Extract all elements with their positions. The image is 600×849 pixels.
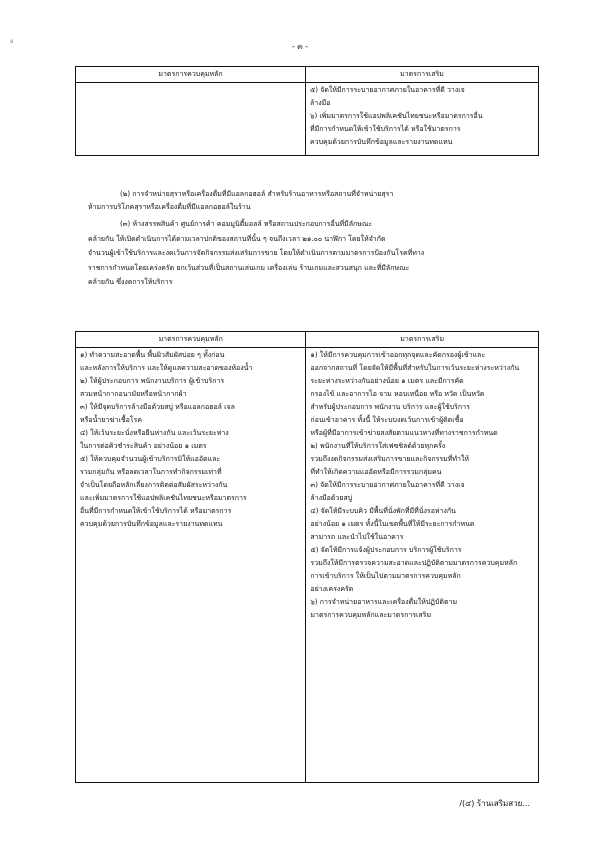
table2-left-line: และเพิ่มมาตรการใช้แอปพลิเคชันไทยชนะหรือมาตรการ — [80, 494, 247, 502]
paragraph-line: จำนวนผู้เข้าใช้บริการและงดเว้นการจัดกิจกรรมส่งเสริมการขาย โดยให้ดำเนินการตามมาตรการป้องกันโรคที่ทาง — [88, 249, 425, 257]
table2-left-line: หรือน้ำยาฆ่าเชื้อโรค — [80, 416, 143, 424]
table2-right-line: ล้างมือด้วยสบู่ — [310, 494, 353, 502]
table1-right-line: ที่มีการกำหนดให้เข้าใช้บริการได้ หรือใช้มาตรการ — [310, 125, 461, 133]
table2-right-line: ๑) ให้มีการควบคุมการเข้าออกทุกจุดและคัดกรองผู้เข้าและ — [310, 351, 486, 359]
table2-left-line: อื่นที่มีการกำหนดให้เข้าใช้บริการได้ หรือมาตรการ — [80, 507, 232, 515]
table2-right-line: การเข้าบริการ ให้เป็นไปตามมาตรการควบคุมหลัก — [310, 572, 461, 580]
table2-left-line: จำเป็นโดยถือหลักเลี่ยงการติดต่อสัมผัสระหว่างกัน — [80, 481, 228, 489]
table2-right-line: มาตรการควบคุมหลักและมาตรการเสริม — [310, 611, 432, 619]
measures-table-2 — [75, 331, 539, 783]
paragraph-line: ห้ามการบริโภคสุราหรือเครื่องดื่มที่มีแอลกอฮอล์ในร้าน — [88, 203, 251, 211]
table2-right-line: รวมถึงให้มีการตรวจความสะอาดและปฏิบัติตามมาตรการควบคุมหลัก — [310, 559, 518, 567]
table2-header-left: มาตรการควบคุมหลัก — [76, 332, 306, 348]
table1-right-line: ควบคุมด้วยการบันทึกข้อมูลและรายงานทดแทน — [310, 138, 453, 146]
table1-right-line: ล้างมือ — [310, 99, 331, 107]
paragraph-line: ราชการกำหนดโดยเคร่งครัด ยกเว้นส่วนที่เป็นสถานเล่นเกม เครื่องเล่น ร้านเกมและสวนสนุก และที่มีลักษณะ — [88, 264, 410, 272]
table2-right-line: สำหรับผู้ประกอบการ พนักงาน บริการ และผู้ใช้บริการ — [310, 403, 470, 411]
table2-right-line: รวมถึงงดกิจกรรมส่งเสริมการขายและกิจกรรมที่ทำให้ — [310, 455, 469, 463]
page-number: - ๓ - — [291, 42, 309, 51]
table2-right-line: กรองไข้ และอาการไอ จาม หอบเหนื่อย หรือ หวัด เป็นหวัด — [310, 390, 485, 398]
table2-right-line: ที่ทำให้เกิดความแออัดหรือมีการรวมกลุ่มคน — [310, 468, 442, 476]
table1-right-line: ๕) จัดให้มีการระบายอากาศภายในอาคารที่ดี วางเจ — [310, 86, 465, 94]
table2-left-line: ๑) ทำความสะอาดพื้น พื้นผิวสัมผัสบ่อย ๆ ทั้งก่อน — [80, 351, 225, 359]
table2-right-line: สามารถ และนำไปใช้ในอาคาร — [310, 533, 404, 541]
table1-right-line: ๖) เพิ่มมาตรการใช้แอปพลิเคชันไทยชนะหรือมาตรการอื่น — [310, 112, 483, 120]
table2-right-line: ๖) การจำหน่ายอาหารและเครื่องดื่มให้ปฏิบัติตาม — [310, 598, 458, 606]
corner-mark: ง — [10, 38, 13, 45]
table2-right-line: อย่างน้อย ๑ เมตร ทั้งนี้ในเขตพื้นที่ให้มีระยะการกำหนด — [310, 520, 475, 528]
measures-table-1 — [75, 66, 539, 156]
paragraph-line: คล้ายกัน ให้เปิดดำเนินการได้ตามเวลาปกติของสถานที่นั้น ๆ จนถึงเวลา ๒๑.๐๐ นาฬิกา โดยให้จำกัด — [88, 235, 386, 243]
continuation-footer: /(๔) ร้านเสริมสวย... — [459, 799, 530, 808]
table1-header-left: มาตรการควบคุมหลัก — [76, 67, 306, 83]
table2-left-line: ๒) ให้ผู้ประกอบการ พนักงานบริการ ผู้เข้าบริการ — [80, 377, 225, 385]
table2-right-line: อย่างเคร่งครัด — [310, 585, 354, 593]
table2-left-line: รวมกลุ่มกัน หรือลดเวลาในการทำกิจกรรมเท่าที่ — [80, 468, 222, 476]
table2-right-line: ก่อนเข้าอาคาร ทั้งนี้ ให้ระบบงดเว้นการเข้าผู้ติดเชื้อ — [310, 416, 464, 424]
table2-right-line: ๓) จัดให้มีการระบายอากาศภายในอาคารที่ดี วางเจ — [310, 481, 465, 489]
table1-right-cell — [306, 83, 539, 156]
table1-left-cell — [76, 83, 306, 156]
table2-left-line: ๔) ให้เว้นระยะนั่งหรือยืนห่างกัน และเว้นระยะห่าง — [80, 429, 229, 437]
table2-right-line: ๒) พนักงานที่ให้บริการใส่เฟซชิลด์ด้วยทุกครั้ง — [310, 442, 446, 450]
table1-header-right: มาตรการเสริม — [306, 67, 539, 83]
paragraph-line: (๒) การจำหน่ายสุราหรือเครื่องดื่มที่มีแอลกอฮอล์ สำหรับร้านอาหารหรือสถานที่จำหน่ายสุรา — [120, 190, 394, 198]
table2-left-line: และหลังการให้บริการ และให้ดูแลความสะอาดของห้องน้ำ — [80, 364, 253, 372]
table2-right-line: หรือผู้ที่มีอาการเข้าข่ายสงสัยตามแนวทางที่ทางราชการกำหนด — [310, 429, 498, 437]
table2-left-line: ๕) ให้ควบคุมจำนวนผู้เข้าบริการมิให้แออัดและ — [80, 455, 221, 463]
table2-right-line: ๔) จัดให้มีระบบคิว มีพื้นที่นั่งพักที่มีที่นั่งรอห่างกัน — [310, 507, 456, 515]
table2-right-cell — [306, 348, 539, 783]
table2-right-line: ออกจากสถานที่ โดยจัดให้มีพื้นที่สำหรับในการเว้นระยะห่างระหว่างกัน — [310, 364, 520, 372]
table2-left-line: ๓) ให้มีจุดบริการล้างมือด้วยสบู่ หรือแอลกอฮอล์ เจล — [80, 403, 235, 411]
table2-left-line: ในการต่อคิวชำระสินค้า อย่างน้อย ๑ เมตร — [80, 442, 207, 450]
table2-left-line: ควบคุมด้วยการบันทึกข้อมูลและรายงานทดแทน — [80, 520, 223, 528]
paragraph-line: คล้ายกัน ซึ่งงดการให้บริการ — [88, 278, 173, 286]
table2-right-line: ๕) จัดให้มีการแจ้งผู้ประกอบการ บริการผู้ใช้บริการ — [310, 546, 462, 554]
table2-left-line: สวมหน้ากากอนามัยหรือหน้ากากผ้า — [80, 390, 187, 398]
paragraph-line: (๓) ห้างสรรพสินค้า ศูนย์การค้า คอมมูนิตี้มอลล์ หรือสถานประกอบการอื่นที่มีลักษณะ — [120, 220, 373, 228]
table2-right-line: ระยะห่างระหว่างกันอย่างน้อย ๑ เมตร และมีการคัด — [310, 377, 464, 385]
table2-left-cell — [76, 348, 306, 783]
table2-header-right: มาตรการเสริม — [306, 332, 539, 348]
